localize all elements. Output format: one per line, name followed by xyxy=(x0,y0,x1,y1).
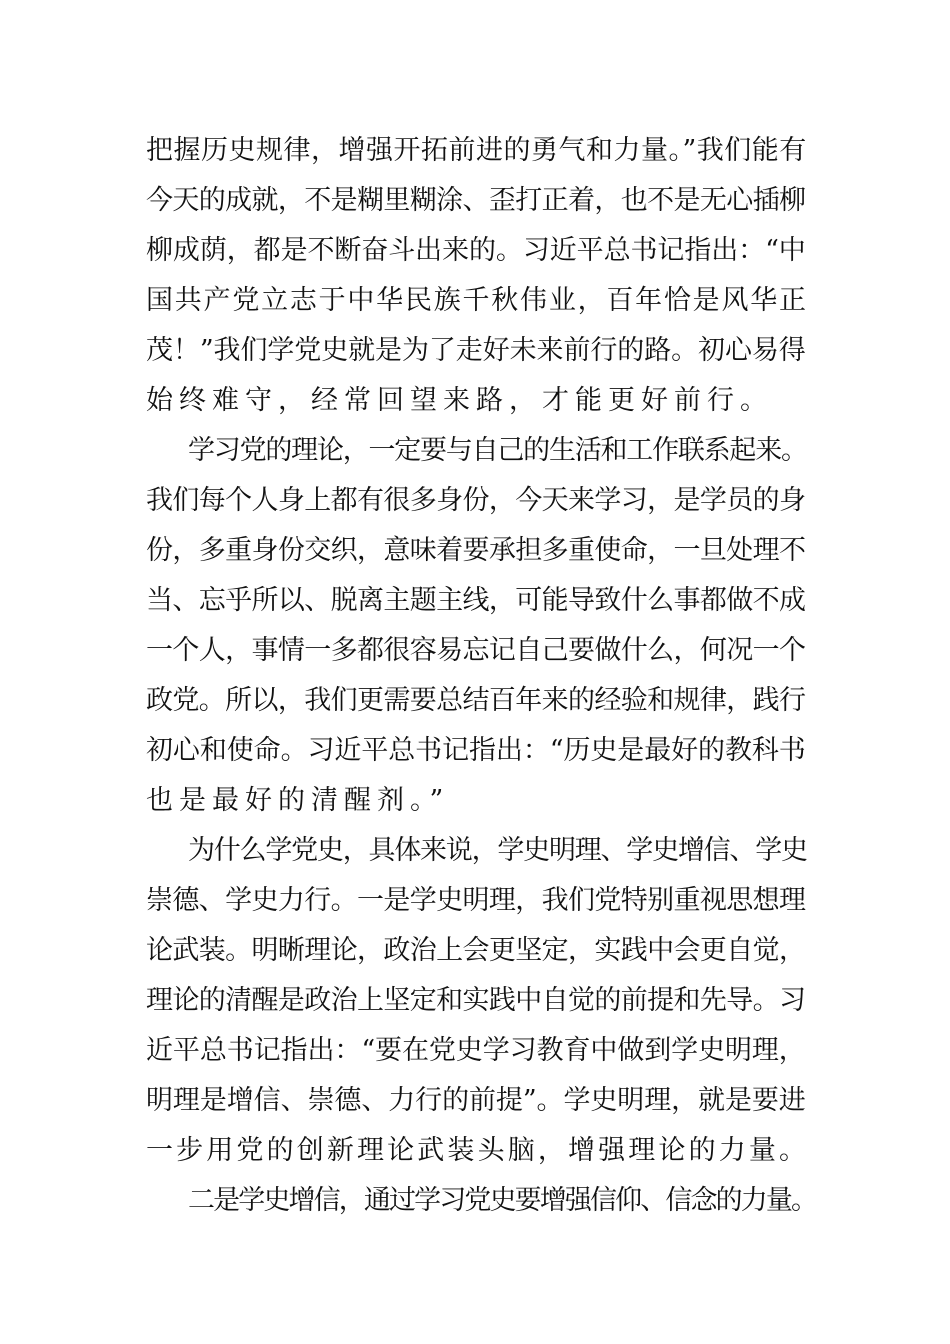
text-line-9: 份，多重身份交织，意味着要承担多重使命，一旦处理不 xyxy=(146,535,806,566)
text-line-16: 崇德、学史力行。一是学史明理，我们党特别重视思想理 xyxy=(146,885,806,916)
text-line-15: 为什么学党史，具体来说，学史明理、学史增信、学史 xyxy=(188,835,807,866)
text-line-4: 国共产党立志于中华民族千秋伟业，百年恰是风华正 xyxy=(146,285,808,316)
text-line-17: 论武装。明晰理论，政治上会更坚定，实践中会更自觉， xyxy=(146,935,806,966)
text-line-12: 政党。所以，我们更需要总结百年来的经验和规律，践行 xyxy=(146,685,806,716)
text-line-22: 二是学史增信，通过学习党史要增强信仰、信念的力量。 xyxy=(188,1185,817,1216)
text-line-2: 今天的成就，不是糊里糊涂、歪打正着，也不是无心插柳 xyxy=(146,185,806,216)
text-line-13: 初心和使命。习近平总书记指出：“历史是最好的教科书 xyxy=(146,735,806,766)
text-line-18: 理论的清醒是政治上坚定和实践中自觉的前提和先导。习 xyxy=(146,985,806,1016)
text-line-20: 明理是增信、崇德、力行的前提”。学史明理，就是要进 xyxy=(146,1085,806,1116)
text-line-7: 学习党的理论，一定要与自己的生活和工作联系起来。 xyxy=(188,435,807,466)
text-line-1: 把握历史规律，增强开拓前进的勇气和力量。”我们能有 xyxy=(146,135,807,166)
text-line-21: 一步用党的创新理论武装头脑，增强理论的力量。 xyxy=(146,1135,810,1166)
text-line-8: 我们每个人身上都有很多身份，今天来学习，是学员的身 xyxy=(146,485,806,516)
text-line-5: 茂！”我们学党史就是为了走好未来前行的路。初心易得 xyxy=(146,335,806,366)
text-line-19: 近平总书记指出：“要在党史学习教育中做到学史明理， xyxy=(146,1035,806,1066)
text-line-6: 始终难守，经常回望来路，才能更好前行。 xyxy=(146,385,773,416)
text-line-11: 一个人，事情一多都很容易忘记自己要做什么，何况一个 xyxy=(146,635,806,666)
text-line-10: 当、忘乎所以、脱离主题主线，可能导致什么事都做不成 xyxy=(146,585,806,616)
text-line-3: 柳成荫，都是不断奋斗出来的。习近平总书记指出：“中 xyxy=(146,235,806,266)
text-line-14: 也是最好的清醒剂。” xyxy=(146,785,450,816)
